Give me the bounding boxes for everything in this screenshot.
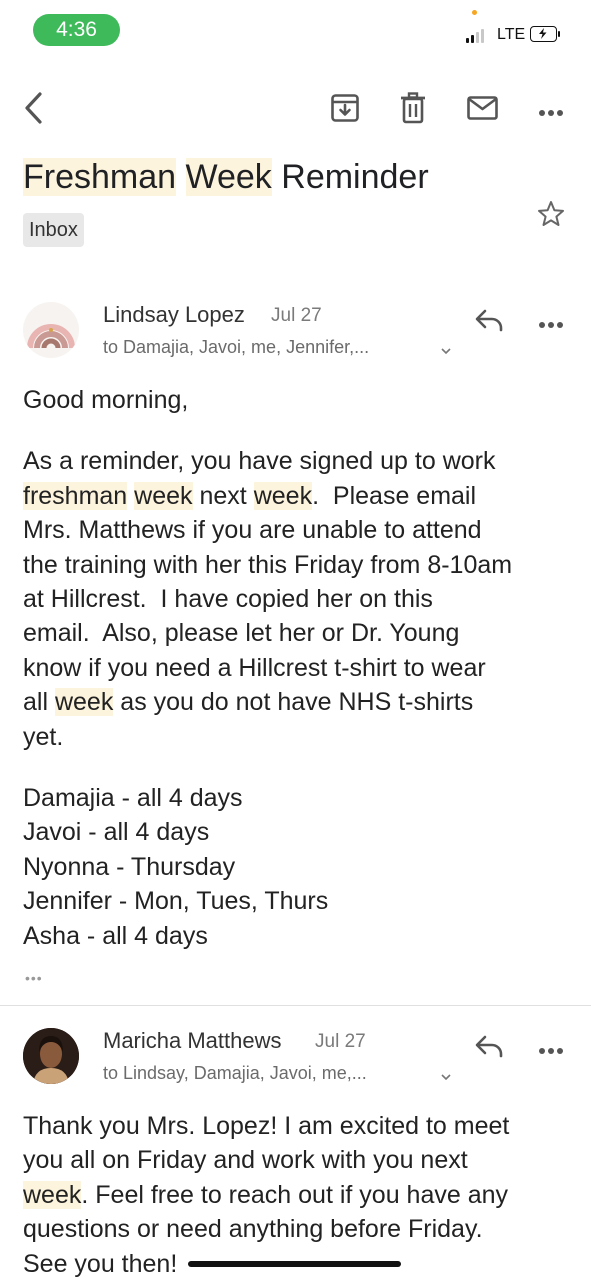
body-line — [23, 444, 583, 478]
body-text-segment: Nyonna - Thursday — [23, 852, 236, 881]
show-trimmed-content[interactable] — [25, 970, 43, 988]
search-highlight: week — [253, 481, 313, 510]
body-text-segment: . Please email — [312, 481, 477, 510]
body-text-segment: . Feel free to reach out if you have any — [81, 1180, 509, 1209]
body-text-segment: email. Also, please let her or Dr. Young — [23, 619, 460, 648]
body-line — [23, 582, 583, 616]
reply-icon — [474, 308, 504, 332]
body-line — [23, 685, 583, 719]
body-text-segment: all — [23, 688, 55, 717]
reply-icon — [474, 1034, 504, 1058]
star-icon — [537, 200, 565, 228]
body-text-segment: the training with her this Friday from 8-10am — [23, 550, 513, 579]
body-text-segment: know if you need a Hillcrest t-shirt to wear — [23, 653, 486, 682]
message-more-button[interactable] — [538, 316, 564, 334]
body-paragraph — [23, 444, 583, 754]
body-line — [23, 850, 583, 884]
archive-button[interactable] — [330, 93, 360, 128]
search-highlight: week — [54, 688, 114, 717]
more-icon — [538, 1047, 564, 1055]
body-text-segment: See you then! — [23, 1249, 178, 1278]
subject-word-highlighted: Freshman — [23, 158, 177, 196]
body-text-segment: Good morning, — [23, 386, 189, 414]
message-more-button[interactable] — [538, 1042, 564, 1060]
body-text-segment: yet. — [23, 722, 64, 751]
body-line — [23, 815, 583, 849]
delete-icon — [400, 92, 426, 124]
search-highlight: freshman — [23, 481, 128, 510]
body-text-segment: Javoi - all 4 days — [23, 818, 210, 847]
recipients-summary[interactable]: to Lindsay, Damajia, Javoi, me,... — [103, 1063, 367, 1083]
body-text-segment: next — [192, 481, 254, 510]
search-highlight: week — [134, 481, 193, 510]
star-button[interactable] — [537, 200, 565, 233]
body-text-segment: as you do not have NHS t-shirts — [113, 688, 474, 717]
body-text-segment: Thank you Mrs. Lopez! I am excited to meet — [23, 1112, 510, 1140]
rainbow-icon — [23, 302, 79, 358]
reply-button[interactable] — [474, 308, 504, 337]
sender-name: Maricha Matthews — [103, 1028, 282, 1053]
more-options-button[interactable] — [538, 104, 564, 122]
home-indicator[interactable] — [188, 1261, 401, 1267]
body-text-segment: questions or need anything before Friday. — [23, 1215, 483, 1244]
expand-details-button[interactable] — [440, 1068, 452, 1086]
delete-button[interactable] — [400, 92, 426, 129]
expand-details-button[interactable] — [440, 342, 452, 360]
body-line — [23, 513, 583, 547]
body-line — [23, 1178, 583, 1212]
body-line — [23, 1212, 583, 1246]
body-line — [23, 884, 583, 918]
message-date: Jul 27 — [271, 305, 322, 326]
recipients-summary[interactable]: to Damajia, Javoi, me, Jennifer,... — [103, 337, 370, 357]
body-paragraph — [23, 383, 583, 417]
subject-word-highlighted: Week — [185, 158, 272, 196]
email-subject — [23, 158, 429, 197]
body-line — [23, 720, 583, 754]
body-line — [23, 651, 583, 685]
body-line — [23, 1143, 583, 1177]
body-text-segment: at Hillcrest. I have copied her on this — [23, 585, 433, 614]
sender-name: Lindsay Lopez — [103, 302, 245, 327]
body-line — [23, 1109, 583, 1143]
network-label: LTE — [497, 26, 526, 43]
person-photo-icon — [23, 1028, 79, 1084]
mail-icon — [467, 96, 498, 120]
body-paragraph — [23, 781, 583, 953]
battery-tip — [558, 31, 560, 37]
avatar-rainbow[interactable] — [23, 302, 79, 358]
body-line — [23, 383, 583, 417]
body-text-segment: Mrs. Matthews if you are unable to attend — [23, 516, 482, 545]
subject-space — [176, 158, 185, 196]
message-body-content — [23, 1109, 583, 1281]
chevron-down-icon — [440, 1073, 452, 1081]
avatar-maricha[interactable] — [23, 1028, 79, 1084]
message-body — [23, 1109, 583, 1281]
body-text-segment: Damajia - all 4 days — [23, 784, 243, 813]
body-text-segment: you all on Friday and work with you next — [23, 1146, 468, 1175]
body-line — [23, 781, 583, 815]
body-text-segment: Asha - all 4 days — [23, 921, 208, 950]
trimmed-content-icon: ••• — [25, 970, 43, 986]
back-button[interactable] — [20, 90, 46, 131]
archive-icon — [330, 93, 360, 123]
chevron-down-icon — [440, 347, 452, 355]
subject-word: Reminder — [271, 158, 429, 196]
mark-unread-button[interactable] — [467, 96, 498, 125]
back-arrow-icon — [20, 90, 46, 126]
body-line — [23, 479, 583, 513]
body-text-segment: Jennifer - Mon, Tues, Thurs — [23, 887, 329, 916]
location-indicator — [472, 10, 477, 15]
battery-icon — [530, 26, 557, 42]
message-body-content — [23, 383, 583, 953]
body-line — [23, 919, 583, 953]
more-icon — [538, 109, 564, 117]
more-icon — [538, 321, 564, 329]
search-highlight: week — [23, 1180, 82, 1209]
message-date: Jul 27 — [315, 1031, 366, 1052]
reply-button[interactable] — [474, 1034, 504, 1063]
body-line — [23, 616, 583, 650]
message-body — [23, 383, 583, 953]
body-text-segment: As a reminder, you have signed up to work — [23, 447, 496, 476]
status-time: 4:36 — [33, 14, 120, 46]
message-divider — [0, 1005, 591, 1006]
body-paragraph — [23, 1109, 583, 1281]
signal-icon — [466, 29, 484, 43]
body-line — [23, 548, 583, 582]
label-chip-inbox[interactable]: Inbox — [23, 213, 84, 247]
